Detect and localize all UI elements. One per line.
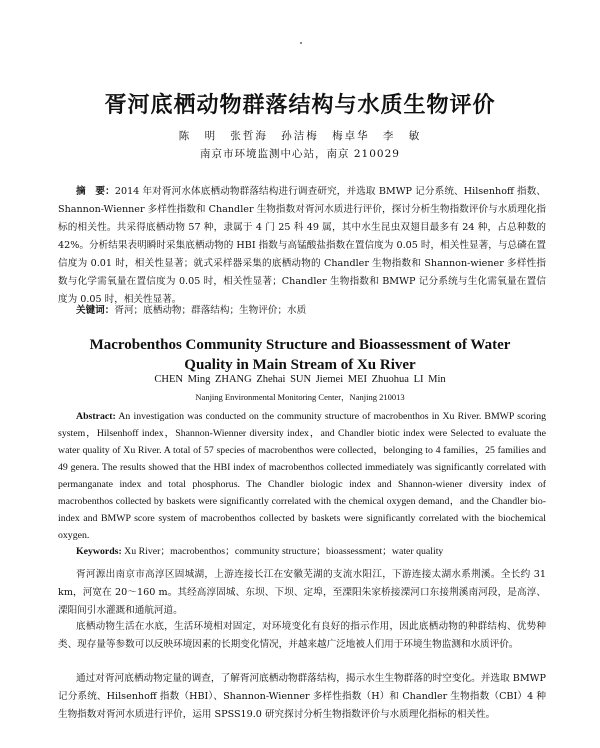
chinese-keywords-label: 关键词： <box>76 305 115 316</box>
chinese-title: 胥河底栖动物群落结构与水质生物评价 <box>104 92 496 118</box>
english-authors: CHEN Ming ZHANG Zhehai SUN Jiemei MEI Zhuohua LI Min <box>154 374 446 385</box>
english-affiliation: Nanjing Environmental Monitoring Center，Nanjing 210013 <box>195 392 405 402</box>
english-keywords-text: Xu River；macrobenthos；community structure；bioassessment；water quality <box>124 546 444 557</box>
chinese-abstract-label: 摘 要： <box>76 186 115 197</box>
chinese-affiliation: 南京市环境监测中心站，南京 210029 <box>200 148 400 160</box>
english-title-line2: Quality in Main Stream of Xu River <box>184 357 416 373</box>
english-abstract-label: Abstract: <box>76 411 116 422</box>
english-title-line1: Macrobenthos Community Structure and Bioassessment of Water <box>89 337 511 353</box>
english-keywords-label: Keywords: <box>76 546 122 557</box>
english-abstract <box>58 408 546 544</box>
chinese-keywords-text: 胥河；底栖动物；群落结构；生物评价；水质 <box>114 305 307 316</box>
chinese-abstract <box>58 183 546 309</box>
body-paragraph: 通过对胥河底栖动物定量的调查，了解胥河底栖动物群落结构，揭示水生生物群落的时空变化。并选取 BMWP 记分系统、Hilsenhoff 指数（HBI）、Shannon-Wienner 多样性指数（H）和 Chandler 生物指数（CBI）4 种生物指数对胥河水质进行评价，运用 SPSS19.0 研究探讨分析生物指数评价与水质理化指标的相关性。 <box>58 673 546 720</box>
page-mark <box>300 42 302 44</box>
body-paragraph: 胥河源出南京市高淳区固城湖，上游连接长江在安徽芜湖的支流水阳江，下游连接太湖水系荆溪。全长约 31 km，河宽在 20～160 m。其经高淳固城、东坝、下坝、定埠，至溧阳朱家桥接溧河口东接荆溪南河段，是高淳、溧阳间引水灌溉和通航河道。 <box>58 569 546 616</box>
chinese-keywords <box>76 303 546 319</box>
chinese-abstract-text: 2014 年对胥河水体底栖动物群落结构进行调查研究，并选取 BMWP 记分系统、Hilsenhoff 指数、Shannon-Wienner 多样性指数和 Chandler 生物指数对胥河水质进行评价，探讨分析生物指数评价与水质理化指标的相关性。共采得底栖动物 57 种，隶属于 4 门 25 科 49 属，其中水生昆虫双翅目最多有 24 种，占总种数的 42%。分析结果表明瞬时采集底栖动物的 HBI 指数与高锰酸盐指数在置信度为 0.05 时，相关性显著，与总磷在置信度为 0.01 时，相关性显著；就式采样器采集的底栖动物的 Chandler 生物指数和 Shannon-wiener 多样性指数与化学需氧量在置信度为 0.05 时，相关性显著；Chandler 生物指数和 BMWP 记分系统与生化需氧量在置信度为 0.05 时，相关性显著。 <box>58 186 547 305</box>
english-abstract-text: An investigation was conducted on the community structure of macrobenthos in Xu River. BMWP scoring system，Hilsenhoff index，Shannon-Wienner diversity index，and Chandler biotic index were Selected to evaluate the water quality of Xu River. A total of 57 species of macrobenthos were collected，belonging to 4 families，25 families and 49 genera. The results showed that the HBI index of macrobenthos collected immediately was significantly correlated with permanganate index and total phosphorus. The Chandler biologic index and Shannon-wiener diversity index of macrobenthos collected by baskets were significantly correlated with the chemical oxygen demand，and the Chandler bio-index and BMWP score system of macrobenthos collected by baskets were significantly correlated with the biochemical oxygen. <box>58 411 546 541</box>
english-keywords <box>76 543 546 557</box>
body-paragraph: 底栖动物生活在水底，生活环境相对固定，对环境变化有良好的指示作用，因此底栖动物的种群结构、优势种类、现存量等参数可以反映环境因素的长期变化情况，并越来越广泛地被人们用于环境生物监测和水质评价。 <box>58 621 546 650</box>
chinese-authors: 陈 明 张哲海 孙洁梅 梅卓华 李 敏 <box>178 130 422 142</box>
english-title <box>0 335 600 375</box>
